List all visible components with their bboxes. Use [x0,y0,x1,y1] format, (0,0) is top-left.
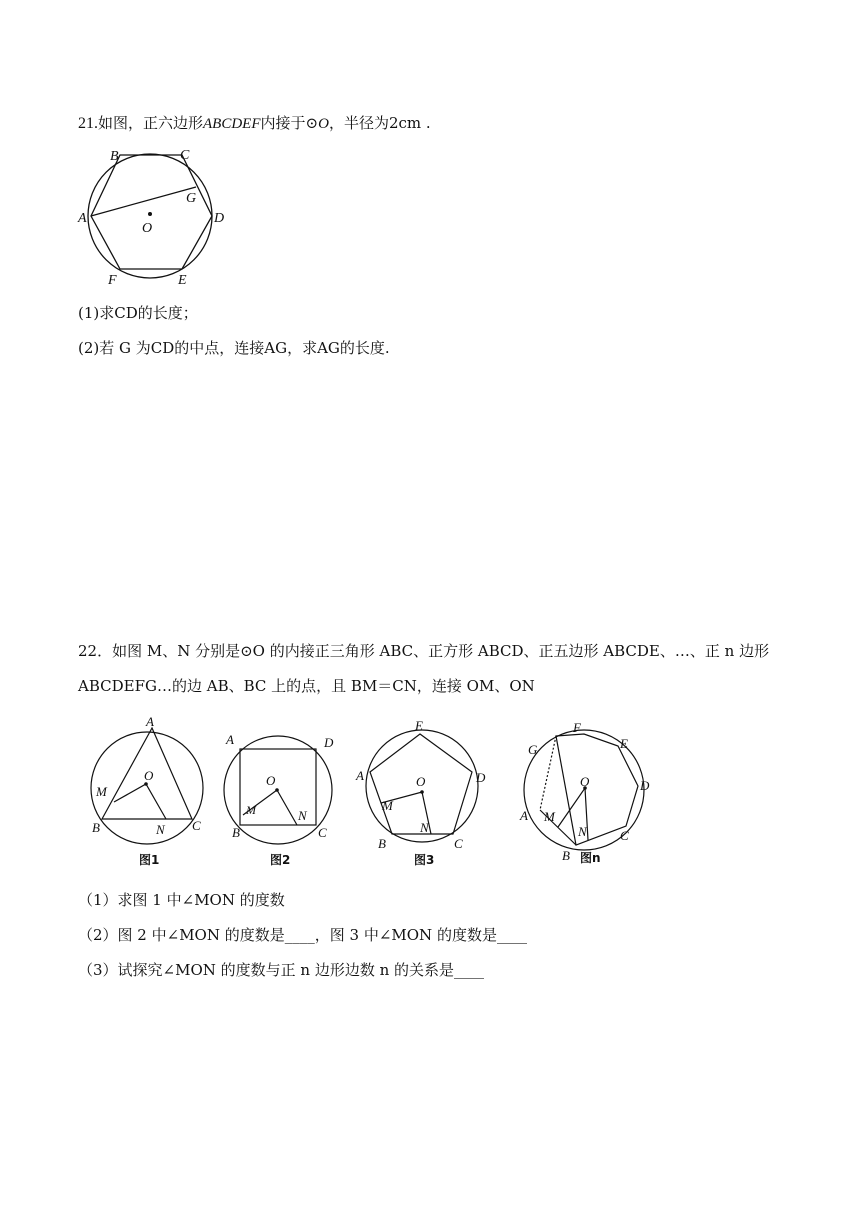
svg-text:O: O [266,773,276,788]
svg-text:G: G [528,742,538,757]
q21-sub-2: (2)若 G 为CD的中点，连接AG，求AG的长度. [78,339,390,357]
q21-number: 21. [78,115,98,132]
svg-text:A: A [226,732,234,747]
q21-label-b: B [110,149,119,164]
svg-text:M: M [96,784,107,799]
q21-label-g: G [186,191,197,206]
svg-text:C: C [192,818,201,833]
svg-text:A: A [146,714,154,729]
q21-stem-text: 如图，正六边形 [98,114,204,132]
q22-sub-2: （2）图 2 中∠MON 的度数是____，图 3 中∠MON 的度数是____ [78,926,527,944]
svg-text:C: C [454,836,463,851]
q21-sub-1: (1)求CD的长度； [78,304,198,322]
q22-figure-1 [91,714,203,867]
svg-text:O: O [416,774,426,789]
svg-text:A: A [356,768,364,783]
q22-figures [80,710,670,875]
q21-hexagon-figure [74,142,244,290]
q22-sub-1: （1）求图 1 中∠MON 的度数 [78,891,285,909]
svg-text:O: O [580,774,590,789]
q21-label-f: F [108,273,117,288]
svg-text:N: N [420,820,429,835]
q22-caption-2: 图2 [270,853,291,867]
q22-figure-n [519,720,650,865]
q21-label-c: C [180,148,190,163]
q22-figure-3 [355,718,486,867]
svg-text:B: B [92,820,100,835]
svg-text:A: A [520,808,528,823]
q22-sub-3: （3）试探究∠MON 的度数与正 n 边形边数 n 的关系是____ [78,961,485,979]
svg-text:N: N [156,822,165,837]
q21-stem-text-3: ，半径为2cm . [328,114,431,132]
svg-text:B: B [232,825,240,840]
q22-caption-1: 图1 [139,853,160,867]
q21-stem [78,113,431,134]
svg-text:D: D [324,735,334,750]
q21-label-a: A [78,211,87,226]
svg-text:B: B [378,836,386,851]
q21-segment-ag [91,187,196,216]
svg-text:B: B [562,848,570,863]
q22-figure-2 [224,732,334,867]
q21-polygon: ABCDEF [203,116,261,132]
svg-text:O: O [144,768,154,783]
svg-text:C: C [318,825,327,840]
svg-text:N: N [298,808,307,823]
svg-text:M: M [246,803,256,817]
q22-caption-3: 图3 [414,853,435,867]
svg-text:E: E [620,736,628,751]
q21-label-d: D [214,211,225,226]
q22-caption-n: 图n [580,851,601,865]
q21-label-o: O [142,221,153,236]
svg-text:N: N [578,824,587,839]
svg-text:M: M [544,809,555,824]
svg-text:D: D [476,770,486,785]
q21-circle: O [318,116,329,132]
q21-stem-text-2: 内接于⊙ [260,114,319,132]
svg-text:C: C [620,828,629,843]
q21-center-dot [148,212,152,216]
svg-text:M: M [382,798,393,813]
svg-text:D: D [640,778,650,793]
q22-stem-line-2: ABCDEFG…的边 AB、BC 上的点，且 BM＝CN，连接 OM、ON [78,677,535,695]
svg-text:F: F [573,720,581,735]
q21-label-e: E [178,273,187,288]
svg-text:E: E [415,718,423,733]
q22-stem-line-1: 22．如图 M、N 分别是⊙O 的内接正三角形 ABC、正方形 ABCD、正五边形 ABCDE、…、正 n 边形 [78,642,770,660]
